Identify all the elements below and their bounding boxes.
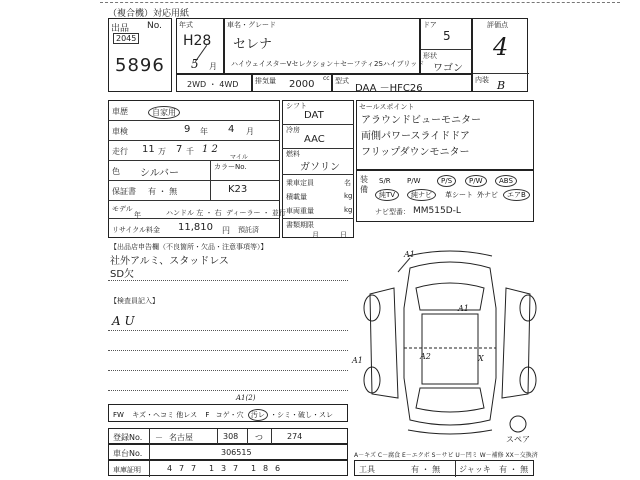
- warranty-value: 有 ・ 無: [148, 187, 178, 196]
- load-unit: kg: [344, 192, 353, 200]
- inspector-label: 【検査員記入】: [110, 297, 159, 305]
- car-windshield: [416, 283, 484, 310]
- first-reg-digit-9: 6: [275, 464, 281, 473]
- displacement-value: 2000: [289, 79, 315, 90]
- mark-a1-left: A1: [352, 356, 363, 365]
- car-rear-window: [416, 388, 484, 412]
- equip-pw-1: P/W: [407, 177, 421, 185]
- wheel-front-left: [364, 295, 380, 321]
- car-name-box: [224, 18, 425, 74]
- dealer-label: ディーラー ・ 並行: [226, 209, 286, 217]
- inspector-writing: A U: [112, 314, 135, 328]
- doors-label: ドア: [423, 21, 437, 29]
- kubun-value: 自家用: [148, 106, 180, 119]
- first-reg-digit-3: 7: [191, 464, 197, 473]
- first-reg-digit-7: 1: [251, 464, 257, 473]
- load-label: 積載量: [286, 193, 307, 201]
- type-label: 型式: [335, 77, 349, 85]
- recycle-unit: 円: [222, 226, 230, 235]
- model-year-box: [176, 18, 224, 74]
- car-grade: ハイウェイスターVセレクション＋セーフティ2Sハイブリッド: [231, 60, 425, 68]
- first-reg-digit-4: 1: [209, 464, 215, 473]
- strip-yogore: 汚レ: [248, 409, 268, 421]
- equip-abs: ABS: [495, 175, 517, 187]
- rating-box: [472, 18, 528, 92]
- pen-stroke: [398, 258, 410, 272]
- lot-label-no: No.: [147, 21, 162, 31]
- mileage-sen: 7: [176, 144, 183, 155]
- expiry-label: 書類期限: [286, 221, 314, 229]
- mileage-label: 走行: [112, 147, 128, 156]
- model-year-small: 年: [134, 211, 141, 219]
- doors-box: [420, 18, 472, 74]
- displacement-label: 排気量: [255, 77, 276, 85]
- lot-small-id: 2045: [113, 33, 139, 44]
- spare-tire-icon: [510, 416, 526, 432]
- registration-number: 274: [287, 432, 303, 441]
- model-code: DAA －HFC26: [355, 83, 423, 94]
- handle-label: ハンドル 左 ・ 右: [166, 209, 222, 217]
- registration-class: 308: [223, 432, 239, 441]
- strip-kizu: キズ・ヘコミ: [132, 411, 175, 419]
- registration-label: 登録No.: [113, 433, 143, 442]
- car-left-side: [370, 288, 398, 398]
- equip-ext-navi: 外ナビ: [477, 191, 498, 199]
- first-reg-row: [108, 460, 348, 476]
- notes-line-2: SD欠: [110, 269, 135, 280]
- mileage-note: マイル: [230, 154, 248, 161]
- doors-value: 5: [443, 29, 451, 43]
- front-bumper: [408, 251, 492, 256]
- mileage-sen-unit: 千: [186, 147, 194, 156]
- shaken-year-unit: 年: [200, 127, 208, 136]
- sales-point-1: アラウンドビューモニター: [361, 115, 481, 126]
- type-box: [332, 74, 472, 92]
- color-label: 色: [112, 167, 120, 176]
- interior-label: 内装: [475, 76, 489, 84]
- first-reg-digit-6: 7: [233, 464, 239, 473]
- car-name: セレナ: [233, 37, 273, 52]
- equipment-label: 装備: [360, 175, 368, 194]
- sales-points-label: セールスポイント: [359, 103, 415, 111]
- strip-shimi: ・シミ・破し・スレ: [270, 411, 334, 419]
- shift-label: シフト: [286, 102, 307, 110]
- body-shape-value: ワゴン: [433, 63, 463, 74]
- mark-a2: A2: [420, 352, 431, 361]
- jack-label: ジャッキ: [459, 465, 491, 474]
- equip-leather: 革シート: [445, 191, 473, 199]
- first-reg-digit-5: 3: [221, 464, 227, 473]
- shift-value: DAT: [304, 110, 324, 121]
- mark-a1-mid: A1: [458, 304, 469, 313]
- navi-model: MM515D-L: [413, 206, 461, 216]
- capacity-unit: 名: [344, 179, 351, 187]
- mark-x: X: [478, 354, 484, 363]
- sales-points-box: [356, 100, 534, 170]
- mileage-man: 11: [142, 144, 155, 155]
- body-shape-label: 形状: [423, 52, 437, 60]
- wheel-front-right: [520, 295, 536, 321]
- warranty-label: 保証書: [112, 187, 136, 196]
- equip-tv: 純TV: [375, 189, 399, 201]
- chassis-number: 306515: [221, 448, 252, 457]
- tools-value: 有 ・ 無: [411, 465, 441, 474]
- strip-hoka: 他レス: [176, 411, 198, 419]
- mileage-tail: 1 2: [202, 144, 218, 155]
- car-damage-diagram: [350, 248, 550, 438]
- model-year-month-unit: 月: [209, 62, 217, 71]
- notes-label: 【出品店申告欄（不良箇所・欠品・注意事項等）】: [110, 243, 268, 251]
- expiry-month: 月: [312, 231, 319, 239]
- strip-f: F: [205, 411, 210, 419]
- mileage-man-unit: 万: [158, 147, 166, 156]
- lot-number: 5896: [115, 55, 165, 76]
- first-reg-digit-2: 7: [179, 464, 185, 473]
- strip-fw: FW: [113, 411, 124, 419]
- registration-row: [108, 428, 348, 444]
- chassis-label: 車台No.: [113, 449, 143, 458]
- model-year-label: 年式: [179, 21, 193, 29]
- equip-ps: P/S: [437, 175, 456, 187]
- expiry-day: 日: [340, 231, 347, 239]
- equip-pw-2: P/W: [465, 175, 487, 187]
- interior-score: B: [497, 79, 506, 92]
- damage-legend: A－キズ C－腐食 E－エクボ S－サビ U－凹ミ W－補修 XX－交換済: [354, 452, 538, 459]
- color-value: シルバー: [140, 168, 180, 179]
- notes-line-1: 社外アルミ、スタッドレス: [110, 256, 229, 267]
- rating-score: 4: [493, 33, 509, 61]
- tools-row: [354, 460, 534, 476]
- ac-label: 冷房: [286, 126, 300, 134]
- registration-area: 名古屋: [169, 433, 193, 442]
- shaken-month-unit: 月: [246, 127, 254, 136]
- top-rule: [100, 2, 620, 3]
- displacement-box: [252, 74, 332, 92]
- car-roof-panel: [422, 314, 478, 384]
- mark-a1-top: A1: [404, 250, 415, 259]
- first-reg-digit-1: 4: [167, 464, 173, 473]
- rating-label: 評価点: [487, 21, 508, 29]
- capacity-label: 乗車定員: [286, 179, 314, 187]
- top-caption: （複合機）対応用紙: [108, 9, 190, 19]
- lot-box: [108, 18, 172, 92]
- shaken-year: 9: [184, 124, 191, 135]
- drive-box: [176, 74, 252, 92]
- model-year-month: 5: [191, 57, 199, 71]
- recycle-label: リサイクル料金: [112, 226, 161, 234]
- model-year-era: H28: [183, 33, 212, 49]
- strip-note: A1(2): [236, 394, 256, 402]
- recycle-note: 預託済: [238, 226, 259, 234]
- rear-bumper: [408, 430, 492, 434]
- shaken-label: 車検: [112, 127, 128, 136]
- tools-label: 工具: [359, 465, 375, 474]
- car-name-label: 車名・グレード: [227, 21, 276, 29]
- lot-label-shuppin: 出品: [111, 24, 130, 34]
- sales-point-3: フリップダウンモニター: [361, 147, 470, 158]
- spare-label: スペア: [506, 435, 530, 444]
- shaken-month: 4: [228, 124, 235, 135]
- first-reg-label: 車庫証明: [113, 466, 141, 474]
- color-no-label: カラーNo.: [214, 163, 247, 171]
- registration-prefix: －: [155, 433, 163, 442]
- cc-label: cc: [323, 75, 330, 82]
- first-reg-digit-8: 8: [263, 464, 269, 473]
- weight-label: 車両重量: [286, 207, 314, 215]
- car-right-side: [502, 288, 530, 398]
- color-no-value: K23: [228, 184, 248, 195]
- ac-value: AAC: [304, 134, 325, 145]
- equip-airbag: エアB: [503, 189, 530, 201]
- equip-navi: 純ナビ: [407, 189, 436, 201]
- sales-point-2: 両側パワースライドドア: [361, 131, 470, 142]
- equipment-box: [356, 170, 534, 222]
- model-label: モデル: [112, 205, 133, 213]
- weight-unit: kg: [344, 206, 353, 214]
- fuel-label: 燃料: [286, 150, 300, 158]
- fuel-value: ガソリン: [300, 162, 340, 173]
- registration-kana: つ: [255, 433, 263, 442]
- drive-label: 2WD ・ 4WD: [187, 80, 239, 89]
- strip-koge: コゲ・穴: [215, 411, 244, 419]
- jack-value: 有 ・ 無: [499, 465, 529, 474]
- kubun-label: 車歴: [112, 107, 128, 116]
- recycle-value: 11,810: [178, 222, 213, 233]
- damage-strip: [108, 404, 348, 422]
- chassis-row: [108, 444, 348, 460]
- equip-sr: S/R: [379, 177, 391, 185]
- navi-label: ナビ型番：: [375, 208, 410, 216]
